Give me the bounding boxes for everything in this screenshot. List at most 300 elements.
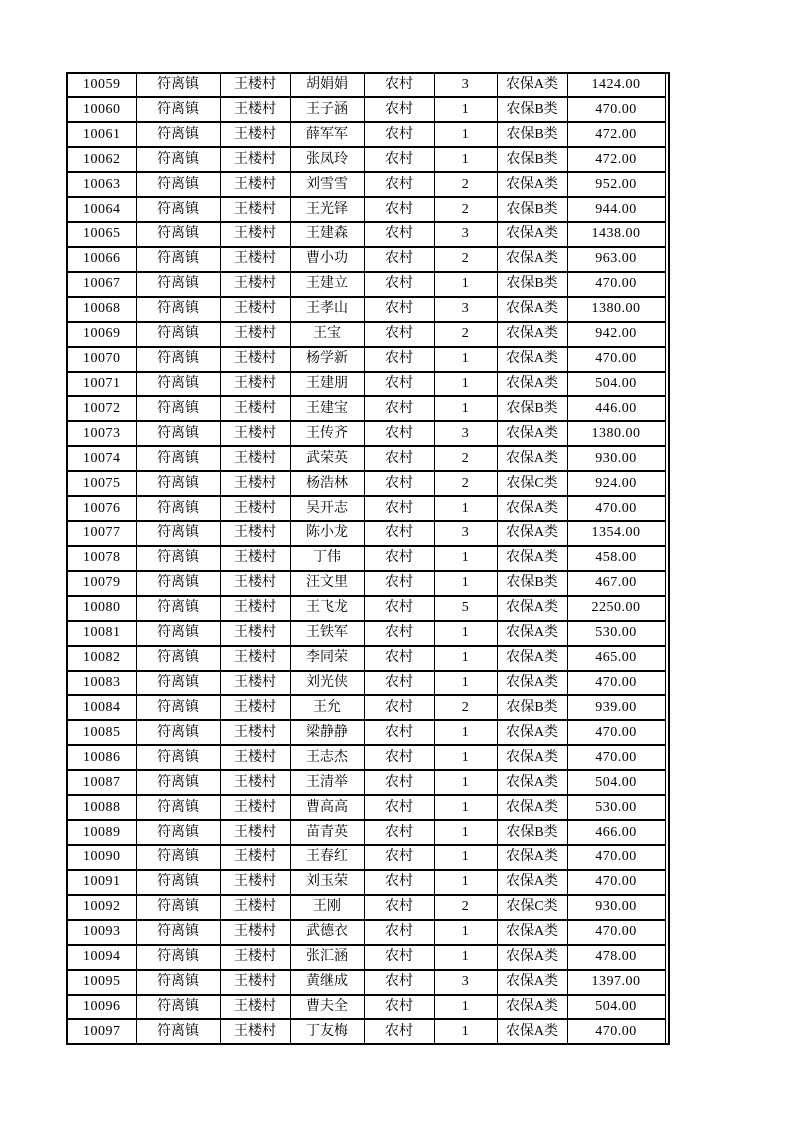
cell-residence_type: 农村 (364, 471, 434, 496)
cell-town: 符离镇 (136, 695, 220, 720)
cell-id: 10062 (68, 147, 136, 172)
cell-count: 1 (434, 372, 497, 397)
cell-town: 符离镇 (136, 197, 220, 222)
cell-amount: 952.00 (567, 172, 665, 197)
cell-id: 10071 (68, 372, 136, 397)
cell-insurance_category: 农保B类 (497, 272, 567, 297)
cell-amount: 472.00 (567, 147, 665, 172)
cell-village: 王楼村 (220, 446, 290, 471)
cell-count: 1 (434, 995, 497, 1020)
cell-count: 2 (434, 471, 497, 496)
cell-insurance_category: 农保A类 (497, 322, 567, 347)
cell-residence_type: 农村 (364, 1019, 434, 1043)
cell-insurance_category: 农保A类 (497, 372, 567, 397)
cell-count: 1 (434, 272, 497, 297)
cell-village: 王楼村 (220, 870, 290, 895)
cell-amount: 2250.00 (567, 596, 665, 621)
cell-village: 王楼村 (220, 920, 290, 945)
table-row (68, 97, 665, 122)
cell-residence_type: 农村 (364, 521, 434, 546)
cell-insurance_category: 农保A类 (497, 446, 567, 471)
cell-town: 符离镇 (136, 421, 220, 446)
cell-count: 1 (434, 870, 497, 895)
cell-amount: 465.00 (567, 646, 665, 671)
cell-village: 王楼村 (220, 396, 290, 421)
cell-town: 符离镇 (136, 147, 220, 172)
cell-residence_type: 农村 (364, 172, 434, 197)
cell-id: 10093 (68, 920, 136, 945)
cell-name: 刘雪雪 (290, 172, 364, 197)
cell-id: 10083 (68, 671, 136, 696)
cell-amount: 530.00 (567, 621, 665, 646)
cell-village: 王楼村 (220, 147, 290, 172)
cell-residence_type: 农村 (364, 421, 434, 446)
cell-insurance_category: 农保B类 (497, 147, 567, 172)
cell-insurance_category: 农保A类 (497, 172, 567, 197)
cell-name: 刘玉荣 (290, 870, 364, 895)
cell-name: 武荣英 (290, 446, 364, 471)
cell-village: 王楼村 (220, 372, 290, 397)
cell-town: 符离镇 (136, 471, 220, 496)
cell-residence_type: 农村 (364, 795, 434, 820)
cell-insurance_category: 农保A类 (497, 247, 567, 272)
cell-village: 王楼村 (220, 895, 290, 920)
cell-count: 1 (434, 720, 497, 745)
cell-town: 符离镇 (136, 97, 220, 122)
cell-residence_type: 农村 (364, 446, 434, 471)
cell-name: 王宝 (290, 322, 364, 347)
cell-amount: 470.00 (567, 920, 665, 945)
cell-amount: 472.00 (567, 122, 665, 147)
cell-town: 符离镇 (136, 671, 220, 696)
cell-count: 3 (434, 74, 497, 97)
cell-id: 10060 (68, 97, 136, 122)
cell-village: 王楼村 (220, 521, 290, 546)
cell-residence_type: 农村 (364, 745, 434, 770)
table-row (68, 247, 665, 272)
cell-village: 王楼村 (220, 297, 290, 322)
cell-insurance_category: 农保B类 (497, 571, 567, 596)
cell-count: 1 (434, 122, 497, 147)
table-row (68, 496, 665, 521)
cell-name: 杨学新 (290, 347, 364, 372)
cell-amount: 1380.00 (567, 421, 665, 446)
cell-name: 王志杰 (290, 745, 364, 770)
cell-residence_type: 农村 (364, 546, 434, 571)
cell-town: 符离镇 (136, 222, 220, 247)
cell-insurance_category: 农保A类 (497, 970, 567, 995)
cell-id: 10091 (68, 870, 136, 895)
cell-village: 王楼村 (220, 646, 290, 671)
cell-town: 符离镇 (136, 945, 220, 970)
cell-town: 符离镇 (136, 920, 220, 945)
cell-residence_type: 农村 (364, 322, 434, 347)
cell-count: 2 (434, 247, 497, 272)
cell-name: 吴开志 (290, 496, 364, 521)
cell-count: 2 (434, 172, 497, 197)
cell-village: 王楼村 (220, 97, 290, 122)
table-row (68, 820, 665, 845)
cell-village: 王楼村 (220, 770, 290, 795)
cell-town: 符离镇 (136, 396, 220, 421)
cell-name: 苗青英 (290, 820, 364, 845)
table-row (68, 471, 665, 496)
cell-town: 符离镇 (136, 297, 220, 322)
cell-town: 符离镇 (136, 322, 220, 347)
cell-insurance_category: 农保A类 (497, 945, 567, 970)
cell-name: 张汇涵 (290, 945, 364, 970)
cell-town: 符离镇 (136, 596, 220, 621)
cell-residence_type: 农村 (364, 621, 434, 646)
table-row (68, 347, 665, 372)
cell-residence_type: 农村 (364, 895, 434, 920)
cell-count: 2 (434, 197, 497, 222)
cell-count: 1 (434, 820, 497, 845)
cell-insurance_category: 农保A类 (497, 995, 567, 1020)
cell-count: 3 (434, 421, 497, 446)
cell-town: 符离镇 (136, 995, 220, 1020)
cell-town: 符离镇 (136, 496, 220, 521)
cell-residence_type: 农村 (364, 970, 434, 995)
cell-residence_type: 农村 (364, 995, 434, 1020)
cell-insurance_category: 农保A类 (497, 347, 567, 372)
cell-name: 王建宝 (290, 396, 364, 421)
cell-village: 王楼村 (220, 970, 290, 995)
cell-insurance_category: 农保A类 (497, 421, 567, 446)
cell-residence_type: 农村 (364, 720, 434, 745)
cell-amount: 470.00 (567, 870, 665, 895)
cell-town: 符离镇 (136, 870, 220, 895)
cell-count: 2 (434, 695, 497, 720)
cell-count: 2 (434, 322, 497, 347)
cell-village: 王楼村 (220, 197, 290, 222)
cell-amount: 470.00 (567, 97, 665, 122)
table-row (68, 446, 665, 471)
cell-amount: 470.00 (567, 272, 665, 297)
cell-town: 符离镇 (136, 521, 220, 546)
cell-name: 梁静静 (290, 720, 364, 745)
cell-residence_type: 农村 (364, 845, 434, 870)
cell-amount: 1397.00 (567, 970, 665, 995)
cell-id: 10061 (68, 122, 136, 147)
cell-village: 王楼村 (220, 272, 290, 297)
cell-amount: 470.00 (567, 720, 665, 745)
cell-village: 王楼村 (220, 795, 290, 820)
cell-count: 1 (434, 97, 497, 122)
cell-amount: 466.00 (567, 820, 665, 845)
cell-amount: 470.00 (567, 671, 665, 696)
cell-insurance_category: 农保A类 (497, 795, 567, 820)
cell-id: 10063 (68, 172, 136, 197)
cell-insurance_category: 农保A类 (497, 74, 567, 97)
cell-count: 1 (434, 621, 497, 646)
cell-amount: 924.00 (567, 471, 665, 496)
cell-town: 符离镇 (136, 446, 220, 471)
cell-name: 王飞龙 (290, 596, 364, 621)
cell-amount: 504.00 (567, 995, 665, 1020)
cell-name: 王清举 (290, 770, 364, 795)
cell-village: 王楼村 (220, 995, 290, 1020)
table-row (68, 322, 665, 347)
cell-amount: 470.00 (567, 496, 665, 521)
cell-village: 王楼村 (220, 1019, 290, 1043)
cell-residence_type: 农村 (364, 945, 434, 970)
cell-town: 符离镇 (136, 347, 220, 372)
table-row (68, 74, 665, 97)
cell-residence_type: 农村 (364, 147, 434, 172)
cell-town: 符离镇 (136, 795, 220, 820)
cell-amount: 504.00 (567, 372, 665, 397)
cell-id: 10077 (68, 521, 136, 546)
cell-village: 王楼村 (220, 845, 290, 870)
cell-insurance_category: 农保A类 (497, 496, 567, 521)
cell-village: 王楼村 (220, 745, 290, 770)
table-row (68, 571, 665, 596)
cell-count: 1 (434, 347, 497, 372)
cell-residence_type: 农村 (364, 297, 434, 322)
cell-village: 王楼村 (220, 496, 290, 521)
cell-town: 符离镇 (136, 247, 220, 272)
cell-name: 曹小功 (290, 247, 364, 272)
cell-id: 10070 (68, 347, 136, 372)
cell-amount: 963.00 (567, 247, 665, 272)
cell-village: 王楼村 (220, 720, 290, 745)
cell-amount: 446.00 (567, 396, 665, 421)
cell-insurance_category: 农保B类 (497, 197, 567, 222)
cell-town: 符离镇 (136, 770, 220, 795)
cell-id: 10090 (68, 845, 136, 870)
cell-amount: 1354.00 (567, 521, 665, 546)
cell-name: 王光铎 (290, 197, 364, 222)
cell-amount: 470.00 (567, 1019, 665, 1043)
cell-name: 王建森 (290, 222, 364, 247)
cell-id: 10080 (68, 596, 136, 621)
cell-town: 符离镇 (136, 845, 220, 870)
cell-amount: 530.00 (567, 795, 665, 820)
cell-name: 王传齐 (290, 421, 364, 446)
cell-id: 10078 (68, 546, 136, 571)
cell-insurance_category: 农保B类 (497, 695, 567, 720)
cell-id: 10064 (68, 197, 136, 222)
cell-id: 10065 (68, 222, 136, 247)
cell-village: 王楼村 (220, 695, 290, 720)
cell-name: 王孝山 (290, 297, 364, 322)
cell-amount: 930.00 (567, 446, 665, 471)
cell-residence_type: 农村 (364, 272, 434, 297)
table-row (68, 695, 665, 720)
cell-id: 10069 (68, 322, 136, 347)
table-row (68, 421, 665, 446)
cell-name: 胡娟娟 (290, 74, 364, 97)
cell-id: 10076 (68, 496, 136, 521)
cell-count: 1 (434, 671, 497, 696)
cell-name: 陈小龙 (290, 521, 364, 546)
cell-id: 10067 (68, 272, 136, 297)
cell-insurance_category: 农保A类 (497, 671, 567, 696)
cell-residence_type: 农村 (364, 197, 434, 222)
cell-name: 王春红 (290, 845, 364, 870)
cell-town: 符离镇 (136, 745, 220, 770)
cell-residence_type: 农村 (364, 870, 434, 895)
cell-id: 10086 (68, 745, 136, 770)
cell-count: 2 (434, 895, 497, 920)
cell-village: 王楼村 (220, 621, 290, 646)
cell-village: 王楼村 (220, 74, 290, 97)
cell-town: 符离镇 (136, 372, 220, 397)
cell-residence_type: 农村 (364, 646, 434, 671)
cell-id: 10068 (68, 297, 136, 322)
cell-name: 王建朋 (290, 372, 364, 397)
cell-amount: 930.00 (567, 895, 665, 920)
cell-village: 王楼村 (220, 945, 290, 970)
table-row (68, 122, 665, 147)
cell-name: 李同荣 (290, 646, 364, 671)
cell-insurance_category: 农保A类 (497, 870, 567, 895)
table-row (68, 895, 665, 920)
cell-id: 10095 (68, 970, 136, 995)
cell-residence_type: 农村 (364, 820, 434, 845)
cell-id: 10072 (68, 396, 136, 421)
cell-id: 10085 (68, 720, 136, 745)
table-row (68, 222, 665, 247)
cell-amount: 1380.00 (567, 297, 665, 322)
records-table (68, 74, 666, 1043)
cell-residence_type: 农村 (364, 222, 434, 247)
cell-id: 10084 (68, 695, 136, 720)
cell-village: 王楼村 (220, 347, 290, 372)
cell-residence_type: 农村 (364, 396, 434, 421)
cell-residence_type: 农村 (364, 671, 434, 696)
cell-count: 1 (434, 745, 497, 770)
cell-insurance_category: 农保B类 (497, 820, 567, 845)
table-row (68, 995, 665, 1020)
cell-town: 符离镇 (136, 272, 220, 297)
cell-residence_type: 农村 (364, 695, 434, 720)
cell-amount: 470.00 (567, 347, 665, 372)
cell-village: 王楼村 (220, 222, 290, 247)
cell-town: 符离镇 (136, 122, 220, 147)
cell-town: 符离镇 (136, 970, 220, 995)
table-row (68, 372, 665, 397)
cell-id: 10073 (68, 421, 136, 446)
cell-count: 1 (434, 546, 497, 571)
cell-insurance_category: 农保B类 (497, 396, 567, 421)
cell-count: 3 (434, 970, 497, 995)
cell-name: 王子涵 (290, 97, 364, 122)
table-row (68, 1019, 665, 1043)
cell-id: 10066 (68, 247, 136, 272)
cell-residence_type: 农村 (364, 347, 434, 372)
cell-insurance_category: 农保A类 (497, 845, 567, 870)
cell-town: 符离镇 (136, 820, 220, 845)
cell-name: 王允 (290, 695, 364, 720)
cell-town: 符离镇 (136, 546, 220, 571)
table-row (68, 147, 665, 172)
table-row (68, 272, 665, 297)
cell-village: 王楼村 (220, 571, 290, 596)
cell-insurance_category: 农保A类 (497, 745, 567, 770)
cell-residence_type: 农村 (364, 372, 434, 397)
cell-village: 王楼村 (220, 322, 290, 347)
cell-insurance_category: 农保C类 (497, 895, 567, 920)
cell-insurance_category: 农保B类 (497, 122, 567, 147)
cell-residence_type: 农村 (364, 122, 434, 147)
cell-insurance_category: 农保A类 (497, 720, 567, 745)
cell-insurance_category: 农保B类 (497, 97, 567, 122)
cell-name: 刘光侠 (290, 671, 364, 696)
table-outer-border (66, 72, 670, 1045)
cell-residence_type: 农村 (364, 97, 434, 122)
cell-residence_type: 农村 (364, 571, 434, 596)
cell-insurance_category: 农保A类 (497, 521, 567, 546)
cell-name: 丁友梅 (290, 1019, 364, 1043)
cell-village: 王楼村 (220, 546, 290, 571)
cell-village: 王楼村 (220, 122, 290, 147)
table-row (68, 970, 665, 995)
cell-town: 符离镇 (136, 646, 220, 671)
cell-amount: 478.00 (567, 945, 665, 970)
cell-id: 10089 (68, 820, 136, 845)
cell-name: 王铁军 (290, 621, 364, 646)
table-row (68, 521, 665, 546)
cell-count: 1 (434, 920, 497, 945)
cell-count: 3 (434, 222, 497, 247)
table-row (68, 845, 665, 870)
cell-count: 1 (434, 496, 497, 521)
table-row (68, 720, 665, 745)
cell-amount: 504.00 (567, 770, 665, 795)
cell-count: 1 (434, 770, 497, 795)
cell-insurance_category: 农保A类 (497, 1019, 567, 1043)
cell-village: 王楼村 (220, 172, 290, 197)
cell-id: 10059 (68, 74, 136, 97)
cell-residence_type: 农村 (364, 247, 434, 272)
cell-id: 10074 (68, 446, 136, 471)
cell-village: 王楼村 (220, 247, 290, 272)
cell-residence_type: 农村 (364, 596, 434, 621)
cell-insurance_category: 农保A类 (497, 621, 567, 646)
cell-count: 1 (434, 945, 497, 970)
cell-town: 符离镇 (136, 720, 220, 745)
cell-residence_type: 农村 (364, 920, 434, 945)
table-row (68, 646, 665, 671)
cell-amount: 942.00 (567, 322, 665, 347)
cell-count: 1 (434, 646, 497, 671)
cell-amount: 944.00 (567, 197, 665, 222)
table-row (68, 770, 665, 795)
cell-name: 黄继成 (290, 970, 364, 995)
cell-insurance_category: 农保A类 (497, 770, 567, 795)
cell-town: 符离镇 (136, 621, 220, 646)
cell-amount: 470.00 (567, 845, 665, 870)
table-row (68, 197, 665, 222)
cell-residence_type: 农村 (364, 770, 434, 795)
cell-id: 10094 (68, 945, 136, 970)
cell-amount: 1438.00 (567, 222, 665, 247)
cell-count: 5 (434, 596, 497, 621)
cell-id: 10081 (68, 621, 136, 646)
cell-id: 10075 (68, 471, 136, 496)
cell-town: 符离镇 (136, 1019, 220, 1043)
cell-name: 王建立 (290, 272, 364, 297)
cell-name: 丁伟 (290, 546, 364, 571)
table-row (68, 795, 665, 820)
cell-insurance_category: 农保A类 (497, 546, 567, 571)
cell-residence_type: 农村 (364, 74, 434, 97)
table-row (68, 297, 665, 322)
table-row (68, 546, 665, 571)
cell-amount: 467.00 (567, 571, 665, 596)
